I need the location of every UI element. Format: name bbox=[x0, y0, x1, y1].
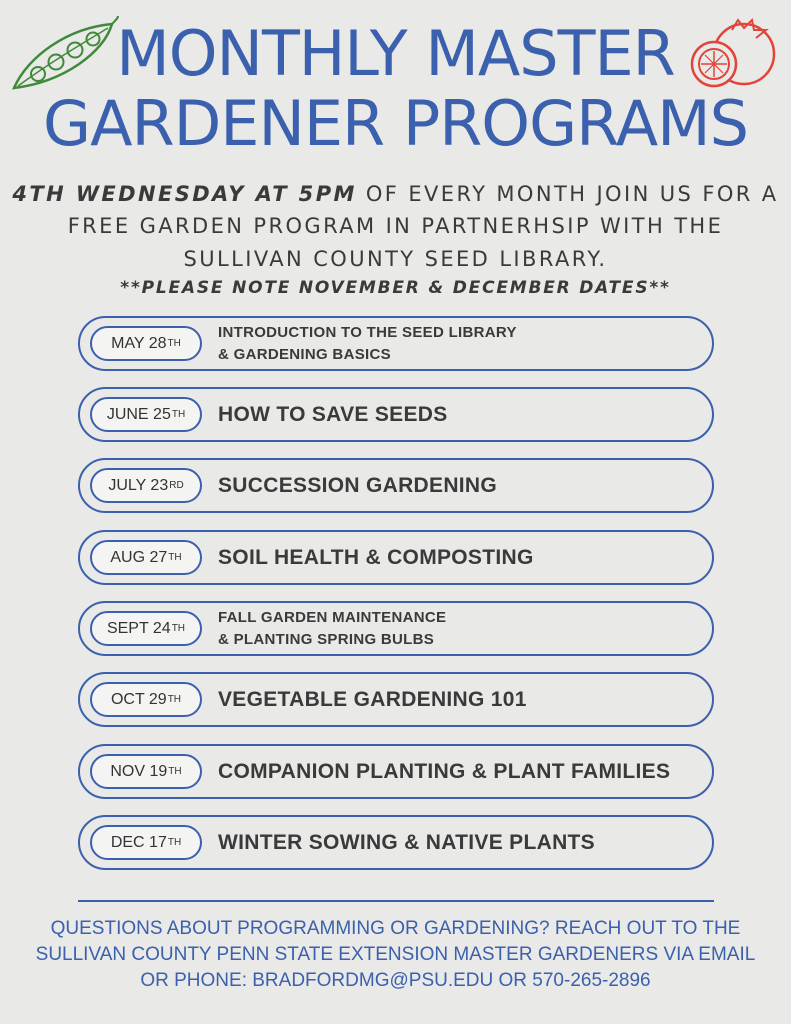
program-row-may bbox=[78, 316, 714, 371]
intro-emphasis: 4TH WEDNESDAY AT 5PM bbox=[12, 182, 357, 206]
program-title: SOIL HEALTH & COMPOSTING bbox=[218, 545, 534, 569]
page-title-line2: GARDENER PROGRAMS bbox=[43, 87, 748, 160]
date-text: OCT 29 bbox=[110, 690, 167, 708]
date-pill bbox=[90, 682, 202, 717]
date-suffix: RD bbox=[169, 480, 184, 491]
footer-line3: OR PHONE: BRADFORDMG@PSU.EDU OR 570-265-2896 bbox=[140, 970, 651, 991]
date-text: SEPT 24 bbox=[106, 619, 171, 637]
program-title: SUCCESSION GARDENING bbox=[218, 473, 498, 497]
program-title bbox=[218, 603, 702, 654]
program-row-dec bbox=[78, 815, 714, 870]
date-text: JULY 23 bbox=[108, 476, 169, 494]
divider bbox=[78, 900, 714, 902]
date-pill bbox=[90, 468, 202, 503]
program-row-nov bbox=[78, 744, 714, 799]
program-row-june bbox=[78, 387, 714, 442]
program-row-sept bbox=[78, 601, 714, 656]
date-pill bbox=[90, 326, 202, 361]
date-text: AUG 27 bbox=[110, 548, 168, 566]
program-row-july bbox=[78, 458, 714, 513]
program-title: WINTER SOWING & NATIVE PLANTS bbox=[218, 830, 595, 854]
dates-note: **PLEASE NOTE NOVEMBER & DECEMBER DATES** bbox=[120, 278, 671, 298]
date-text: DEC 17 bbox=[110, 833, 167, 851]
program-title: HOW TO SAVE SEEDS bbox=[218, 402, 448, 426]
footer-line2: SULLIVAN COUNTY PENN STATE EXTENSION MASTER GARDENERS VIA EMAIL bbox=[35, 944, 756, 965]
program-title: VEGETABLE GARDENING 101 bbox=[218, 687, 527, 711]
program-row-oct bbox=[78, 672, 714, 727]
date-pill bbox=[90, 611, 202, 646]
date-pill bbox=[90, 540, 202, 575]
date-suffix: TH bbox=[168, 766, 182, 777]
date-text: JUNE 25 bbox=[106, 405, 171, 423]
date-suffix: TH bbox=[171, 623, 186, 634]
date-text: MAY 28 bbox=[111, 334, 167, 352]
program-title-line2: & GARDENING BASICS bbox=[218, 345, 391, 363]
program-title-line1: INTRODUCTION TO THE SEED LIBRARY bbox=[218, 323, 517, 341]
date-pill bbox=[90, 397, 202, 432]
program-title-line2: & PLANTING SPRING BULBS bbox=[218, 630, 435, 648]
date-suffix: TH bbox=[167, 338, 181, 349]
footer-line1: QUESTIONS ABOUT PROGRAMMING OR GARDENING? REACH OUT TO THE bbox=[50, 918, 741, 939]
contact-footer bbox=[0, 916, 791, 994]
date-suffix: TH bbox=[168, 552, 182, 563]
page-title-line1: MONTHLY MASTER bbox=[116, 17, 675, 90]
program-title bbox=[218, 318, 702, 369]
intro-line1-rest: OF EVERY MONTH JOIN US FOR A bbox=[356, 182, 779, 206]
date-suffix: TH bbox=[171, 409, 186, 420]
date-suffix: TH bbox=[167, 837, 182, 848]
date-pill bbox=[90, 754, 202, 789]
program-row-aug bbox=[78, 530, 714, 585]
date-pill bbox=[90, 825, 202, 860]
date-text: NOV 19 bbox=[110, 762, 168, 780]
program-title: COMPANION PLANTING & PLANT FAMILIES bbox=[218, 759, 671, 783]
intro-line2: FREE GARDEN PROGRAM IN PARTNERHSIP WITH THE bbox=[67, 214, 724, 238]
date-suffix: TH bbox=[167, 694, 182, 705]
program-title-line1: FALL GARDEN MAINTENANCE bbox=[218, 608, 447, 626]
intro-line3: SULLIVAN COUNTY SEED LIBRARY. bbox=[183, 247, 608, 271]
intro-line1 bbox=[0, 182, 791, 206]
